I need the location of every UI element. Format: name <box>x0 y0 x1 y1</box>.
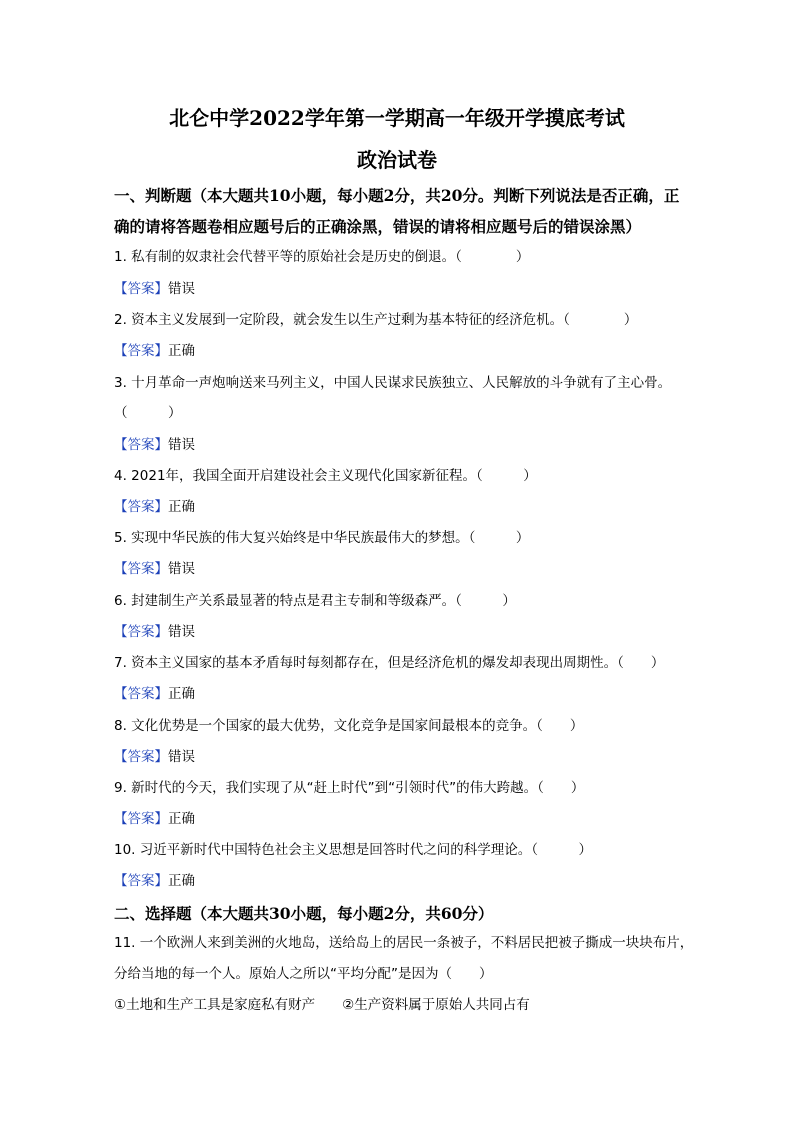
question-11-line2: 分给当地的每一个人。原始人之所以“平均分配”是因为（ ） <box>114 966 493 982</box>
answer-4 <box>114 497 195 517</box>
answer-tag: 【答案】 <box>114 499 168 515</box>
answer-3 <box>114 435 195 455</box>
question-11-options: ①土地和生产工具是家庭私有财产 ②生产资料属于原始人共同占有 <box>114 997 530 1013</box>
answer-tag: 【答案】 <box>114 437 168 453</box>
answer-6 <box>114 622 195 642</box>
question-9: 9. 新时代的今天，我们实现了从“赶上时代”到“引领时代”的伟大跨越。（ ） <box>114 780 585 796</box>
question-10: 10. 习近平新时代中国特色社会主义思想是回答时代之问的科学理论。（ ） <box>114 842 593 858</box>
question-1: 1. 私有制的奴隶社会代替平等的原始社会是历史的倒退。（ ） <box>114 249 530 265</box>
answer-tag: 【答案】 <box>114 561 168 577</box>
answer-value: 正确 <box>168 873 195 889</box>
answer-value: 正确 <box>168 811 195 827</box>
answer-tag: 【答案】 <box>114 343 168 359</box>
answer-tag: 【答案】 <box>114 281 168 297</box>
answer-value: 错误 <box>168 749 195 765</box>
section2-heading: 二、选择题（本大题共30小题，每小题2分，共60分） <box>114 904 494 923</box>
answer-value: 错误 <box>168 561 195 577</box>
question-4: 4. 2021年，我国全面开启建设社会主义现代化国家新征程。（ ） <box>114 468 537 484</box>
answer-9 <box>114 809 195 829</box>
question-5: 5. 实现中华民族的伟大复兴始终是中华民族最伟大的梦想。（ ） <box>114 530 530 546</box>
answer-7 <box>114 684 195 704</box>
exam-title: 北仑中学2022学年第一学期高一年级开学摸底考试 <box>169 106 625 130</box>
question-8: 8. 文化优势是一个国家的最大优势，文化竞争是国家间最根本的竞争。（ ） <box>114 718 584 734</box>
answer-tag: 【答案】 <box>114 811 168 827</box>
section1-heading-line1: 一、判断题（本大题共10小题，每小题2分，共20分。判断下列说法是否正确，正 <box>114 186 680 205</box>
section1-heading-line2: 确的请将答题卷相应题号后的正确涂黑，错误的请将相应题号后的错误涂黑） <box>114 217 642 236</box>
answer-tag: 【答案】 <box>114 873 168 889</box>
answer-value: 正确 <box>168 499 195 515</box>
answer-5 <box>114 559 195 579</box>
answer-8 <box>114 747 195 767</box>
question-11-line1: 11. 一个欧洲人来到美洲的火地岛，送给岛上的居民一条被子，不料居民把被子撕成一块块布片， <box>114 935 694 951</box>
question-3: 3. 十月革命一声炮响送来马列主义，中国人民谋求民族独立、人民解放的斗争就有了主心骨。 <box>114 375 672 391</box>
answer-tag: 【答案】 <box>114 624 168 640</box>
question-7: 7. 资本主义国家的基本矛盾每时每刻都存在，但是经济危机的爆发却表现出周期性。（ ） <box>114 655 665 671</box>
answer-tag: 【答案】 <box>114 749 168 765</box>
question-3-blank: （ ） <box>114 405 182 421</box>
answer-tag: 【答案】 <box>114 686 168 702</box>
question-6: 6. 封建制生产关系最显著的特点是君主专制和等级森严。（ ） <box>114 593 516 609</box>
answer-10 <box>114 871 195 891</box>
answer-value: 错误 <box>168 437 195 453</box>
answer-value: 正确 <box>168 343 195 359</box>
exam-subtitle: 政治试卷 <box>357 148 437 172</box>
answer-value: 正确 <box>168 686 195 702</box>
answer-2 <box>114 341 195 361</box>
question-2: 2. 资本主义发展到一定阶段，就会发生以生产过剩为基本特征的经济危机。（ ） <box>114 312 638 328</box>
answer-1 <box>114 279 195 299</box>
answer-value: 错误 <box>168 281 195 297</box>
answer-value: 错误 <box>168 624 195 640</box>
